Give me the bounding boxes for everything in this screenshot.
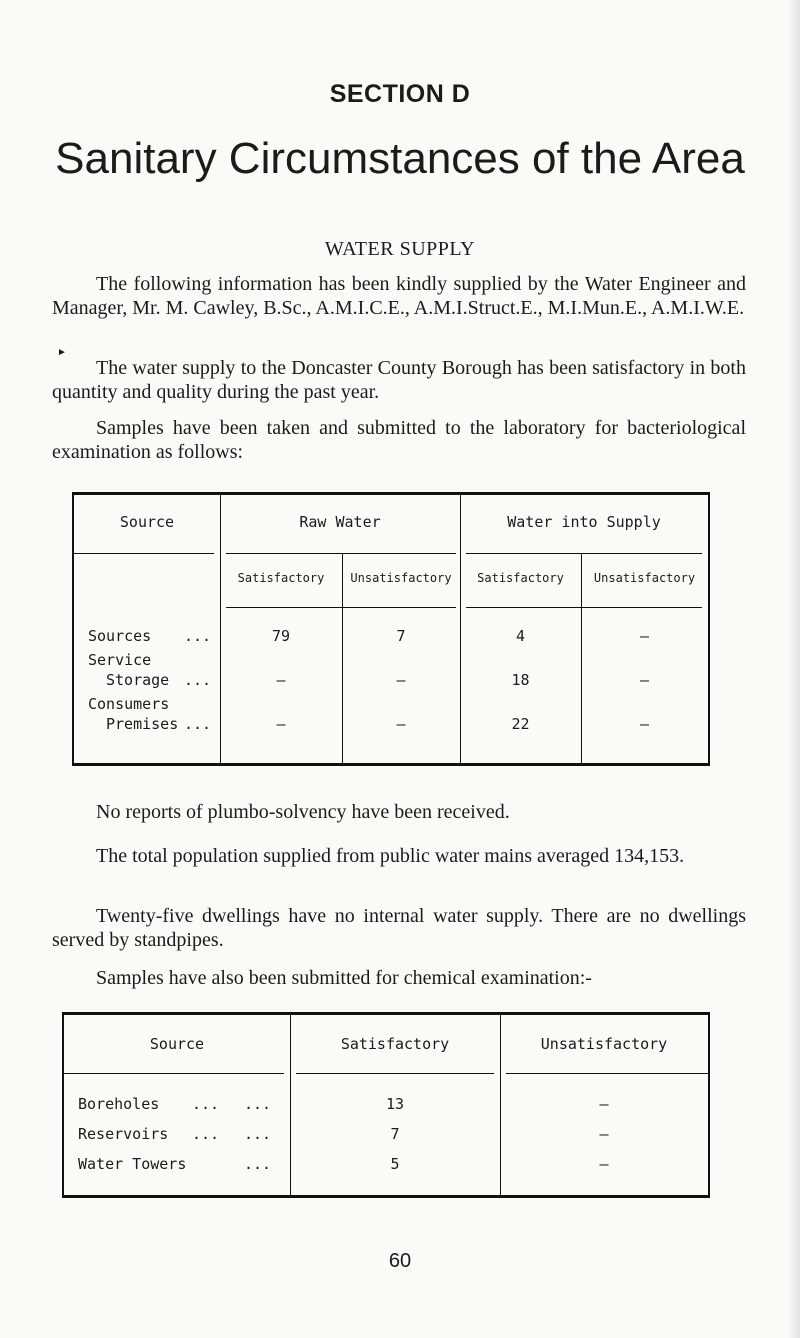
row-label: Boreholes — [78, 1095, 160, 1113]
table-cell: — — [599, 1095, 609, 1113]
header-raw-satisfactory: Satisfactory — [237, 571, 325, 585]
row-label-line2: Storage — [106, 671, 170, 689]
table-cell: 22 — [511, 715, 530, 733]
header-supply-unsatisfactory: Unsatisfactory — [593, 571, 696, 585]
leader-dots: ... — [192, 1095, 220, 1113]
paragraph-chemical-intro: Samples have also been submitted for chemical examination:- — [96, 967, 592, 989]
table-rule — [466, 607, 702, 608]
table-cell: — — [396, 715, 406, 733]
table-cell: — — [276, 715, 286, 733]
table-rule — [226, 607, 456, 608]
table-cell: 7 — [390, 1125, 400, 1143]
header-satisfactory: Satisfactory — [340, 1035, 450, 1053]
header-unsatisfactory: Unsatisfactory — [540, 1035, 668, 1053]
table-cell: 5 — [390, 1155, 400, 1173]
paragraph-supply-quality: The water supply to the Doncaster County Borough has been satisfactory in both quantity and quality during the past year. — [52, 357, 746, 403]
leader-dots: ... — [184, 715, 212, 733]
row-label: Consumers — [88, 695, 170, 713]
section-label: SECTION D — [329, 80, 471, 108]
table-rule — [64, 1073, 284, 1074]
paragraph-population: The total population supplied from public water mains averaged 134,153. — [96, 845, 685, 867]
table-rule — [506, 1073, 708, 1074]
bacteriological-table — [72, 492, 710, 766]
table-cell: — — [396, 671, 406, 689]
leader-dots: ... — [184, 627, 212, 645]
paragraph-plumbo-solvency: No reports of plumbo-solvency have been received. — [96, 801, 510, 823]
paragraph-samples-intro: Samples have been taken and submitted to the laboratory for bacteriological examination as follows: — [52, 417, 746, 463]
table-cell: — — [639, 627, 650, 645]
leader-dots: ... — [244, 1125, 272, 1143]
table-cell: 13 — [385, 1095, 405, 1113]
header-source: Source — [119, 513, 175, 531]
table-cell: — — [639, 671, 650, 689]
table-cell: 7 — [396, 627, 406, 645]
table-rule — [296, 1073, 494, 1074]
header-raw-unsatisfactory: Unsatisfactory — [350, 571, 452, 585]
header-water-into-supply: Water into Supply — [507, 513, 661, 531]
header-raw-water: Raw Water — [299, 513, 381, 531]
header-supply-satisfactory: Satisfactory — [477, 571, 564, 585]
page-edge-shadow — [788, 0, 800, 1338]
table-rule — [226, 553, 456, 554]
table-cell: 79 — [271, 627, 291, 645]
paragraph-dwellings: Twenty-five dwellings have no internal water supply. There are no dwellings served by standpipes. — [52, 905, 746, 951]
row-label-line2: Premises — [106, 715, 179, 733]
header-source: Source — [149, 1035, 205, 1053]
table-cell: — — [639, 715, 650, 733]
row-label: Service — [88, 651, 152, 669]
page-title: Sanitary Circumstances of the Area — [55, 134, 745, 183]
page-number: 60 — [388, 1250, 412, 1272]
paragraph-engineer-info: The following information has been kindly supplied by the Water Engineer and Manager, Mr. M. Cawley, B.Sc., A.M.I.C.E., A.M.I.Struct.E., M.I.Mun.E., A.M.I.W.E. — [52, 273, 746, 319]
table-cell: 4 — [515, 627, 526, 645]
table-cell: 18 — [511, 671, 530, 689]
leader-dots: ... — [184, 671, 212, 689]
leader-dots: ... — [192, 1125, 220, 1143]
table-rule — [74, 553, 214, 554]
row-label: Water Towers — [78, 1155, 187, 1173]
subheading: WATER SUPPLY — [324, 238, 476, 260]
row-label: Sources — [88, 627, 152, 645]
leader-dots: ... — [244, 1095, 272, 1113]
table-cell: — — [599, 1155, 609, 1173]
leader-dots: ... — [244, 1155, 272, 1173]
table-cell: — — [599, 1125, 609, 1143]
row-label: Reservoirs — [78, 1125, 169, 1143]
table-rule — [466, 553, 702, 554]
table-cell: — — [276, 671, 286, 689]
bullet-icon: ► — [57, 347, 67, 358]
chemical-table — [62, 1012, 710, 1198]
